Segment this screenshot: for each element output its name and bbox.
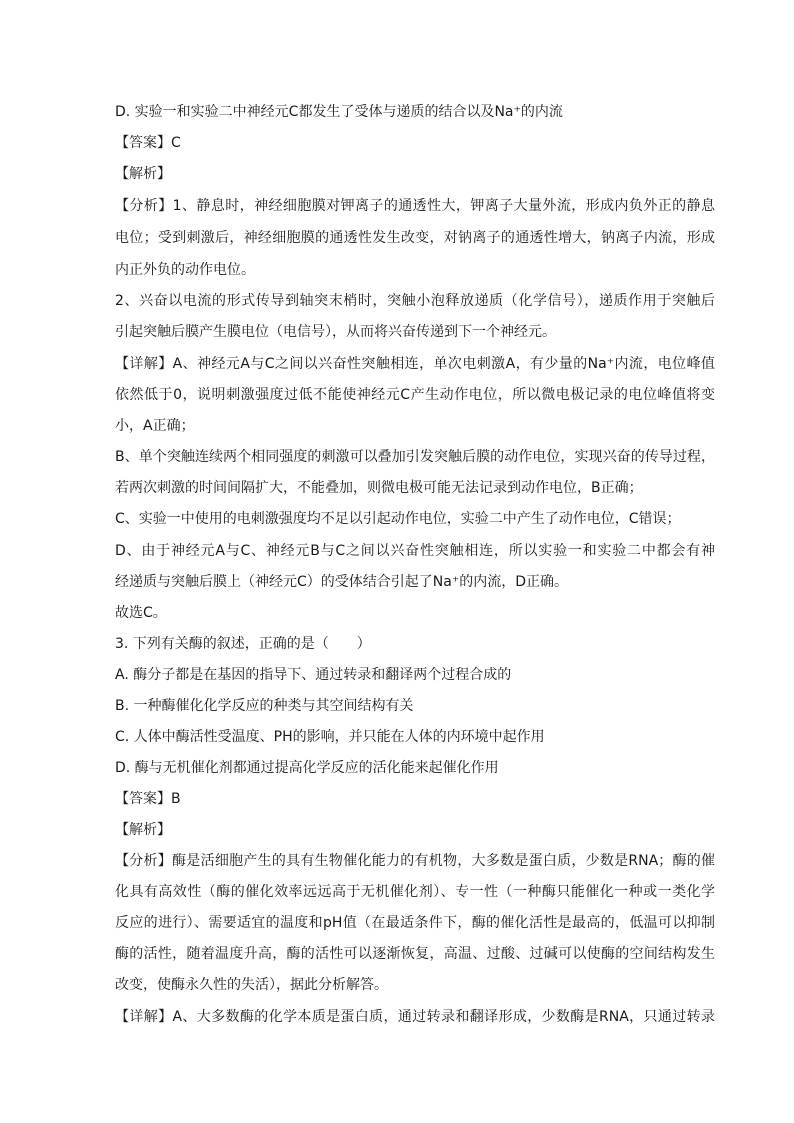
detail-line: 【详解】A、大多数酶的化学本质是蛋白质，通过转录和翻译形成，少数酶是RNA，只通过转录 (115, 1009, 715, 1025)
detail-line: 依然低于0，说明刺激强度过低不能使神经元C产生动作电位，所以微电极记录的电位峰值将变 (115, 387, 715, 403)
option-c: C. 人体中酶活性受温度、PH的影响，并只能在人体的内环境中起作用 (115, 729, 545, 745)
question-3-stem: 3. 下列有关酶的叙述，正确的是（ ） (115, 636, 371, 652)
analysis-line: 【分析】酶是活细胞产生的具有生物催化能力的有机物，大多数是蛋白质，少数是RNA；酶的催 (115, 853, 715, 869)
detail-line: D、由于神经元A与C、神经元B与C之间以兴奋性突触相连，所以实验一和实验二中都会有神 (115, 543, 715, 559)
answer-line: 【答案】C (115, 135, 181, 151)
detail-line: 经递质与突触后膜上（神经元C）的受体结合引起了Na⁺的内流，D正确。 (115, 574, 568, 590)
analysis-line: 2、兴奋以电流的形式传导到轴突末梢时，突触小泡释放递质（化学信号），递质作用于突触后 (115, 293, 715, 309)
option-b: B. 一种酶催化化学反应的种类与其空间结构有关 (115, 698, 414, 714)
option-a: A. 酶分子都是在基因的指导下、通过转录和翻译两个过程合成的 (115, 667, 512, 683)
analysis-line: 内正外负的动作电位。 (115, 262, 255, 278)
option-d-line: D. 实验一和实验二中神经元C都发生了受体与递质的结合以及Na⁺的内流 (115, 104, 563, 120)
detail-line: 小，A正确； (115, 418, 195, 434)
analysis-heading: 【解析】 (115, 166, 171, 182)
analysis-heading: 【解析】 (115, 822, 171, 838)
analysis-line: 引起突触后膜产生膜电位（电信号），从而将兴奋传递到下一个神经元。 (115, 324, 556, 340)
analysis-line: 电位；受到刺激后，神经细胞膜的通透性发生改变，对钠离子的通透性增大，钠离子内流，形成 (115, 230, 715, 246)
detail-line: B、单个突触连续两个相同强度的刺激可以叠加引发突触后膜的动作电位，实现兴奋的传导过程， (115, 449, 715, 465)
analysis-line: 反应的进行）、需要适宜的温度和pH值（在最适条件下，酶的催化活性是最高的，低温可以抑制 (115, 915, 715, 931)
detail-line: C、实验一中使用的电刺激强度均不足以引起动作电位，实验二中产生了动作电位，C错误； (115, 511, 681, 527)
analysis-line: 改变，使酶永久性的失活），据此分析解答。 (115, 977, 388, 993)
analysis-line: 化具有高效性（酶的催化效率远远高于无机催化剂）、专一性（一种酶只能催化一种或一类化学 (115, 884, 715, 900)
analysis-line: 酶的活性，随着温度升高，酶的活性可以逐渐恢复，高温、过酸、过碱可以使酶的空间结构发生 (115, 946, 715, 962)
detail-line: 若两次刺激的时间间隔扩大，不能叠加，则微电极可能无法记录到动作电位，B正确； (115, 480, 643, 496)
option-d: D. 酶与无机催化剂都通过提高化学反应的活化能来起催化作用 (115, 760, 499, 776)
conclusion-line: 故选C。 (115, 605, 167, 621)
analysis-line: 【分析】1、静息时，神经细胞膜对钾离子的通透性大，钾离子大量外流，形成内负外正的静息 (115, 198, 715, 214)
detail-line: 【详解】A、神经元A与C之间以兴奋性突触相连，单次电刺激A，有少量的Na⁺内流，电位峰值 (115, 356, 715, 372)
answer-line: 【答案】B (115, 791, 181, 807)
